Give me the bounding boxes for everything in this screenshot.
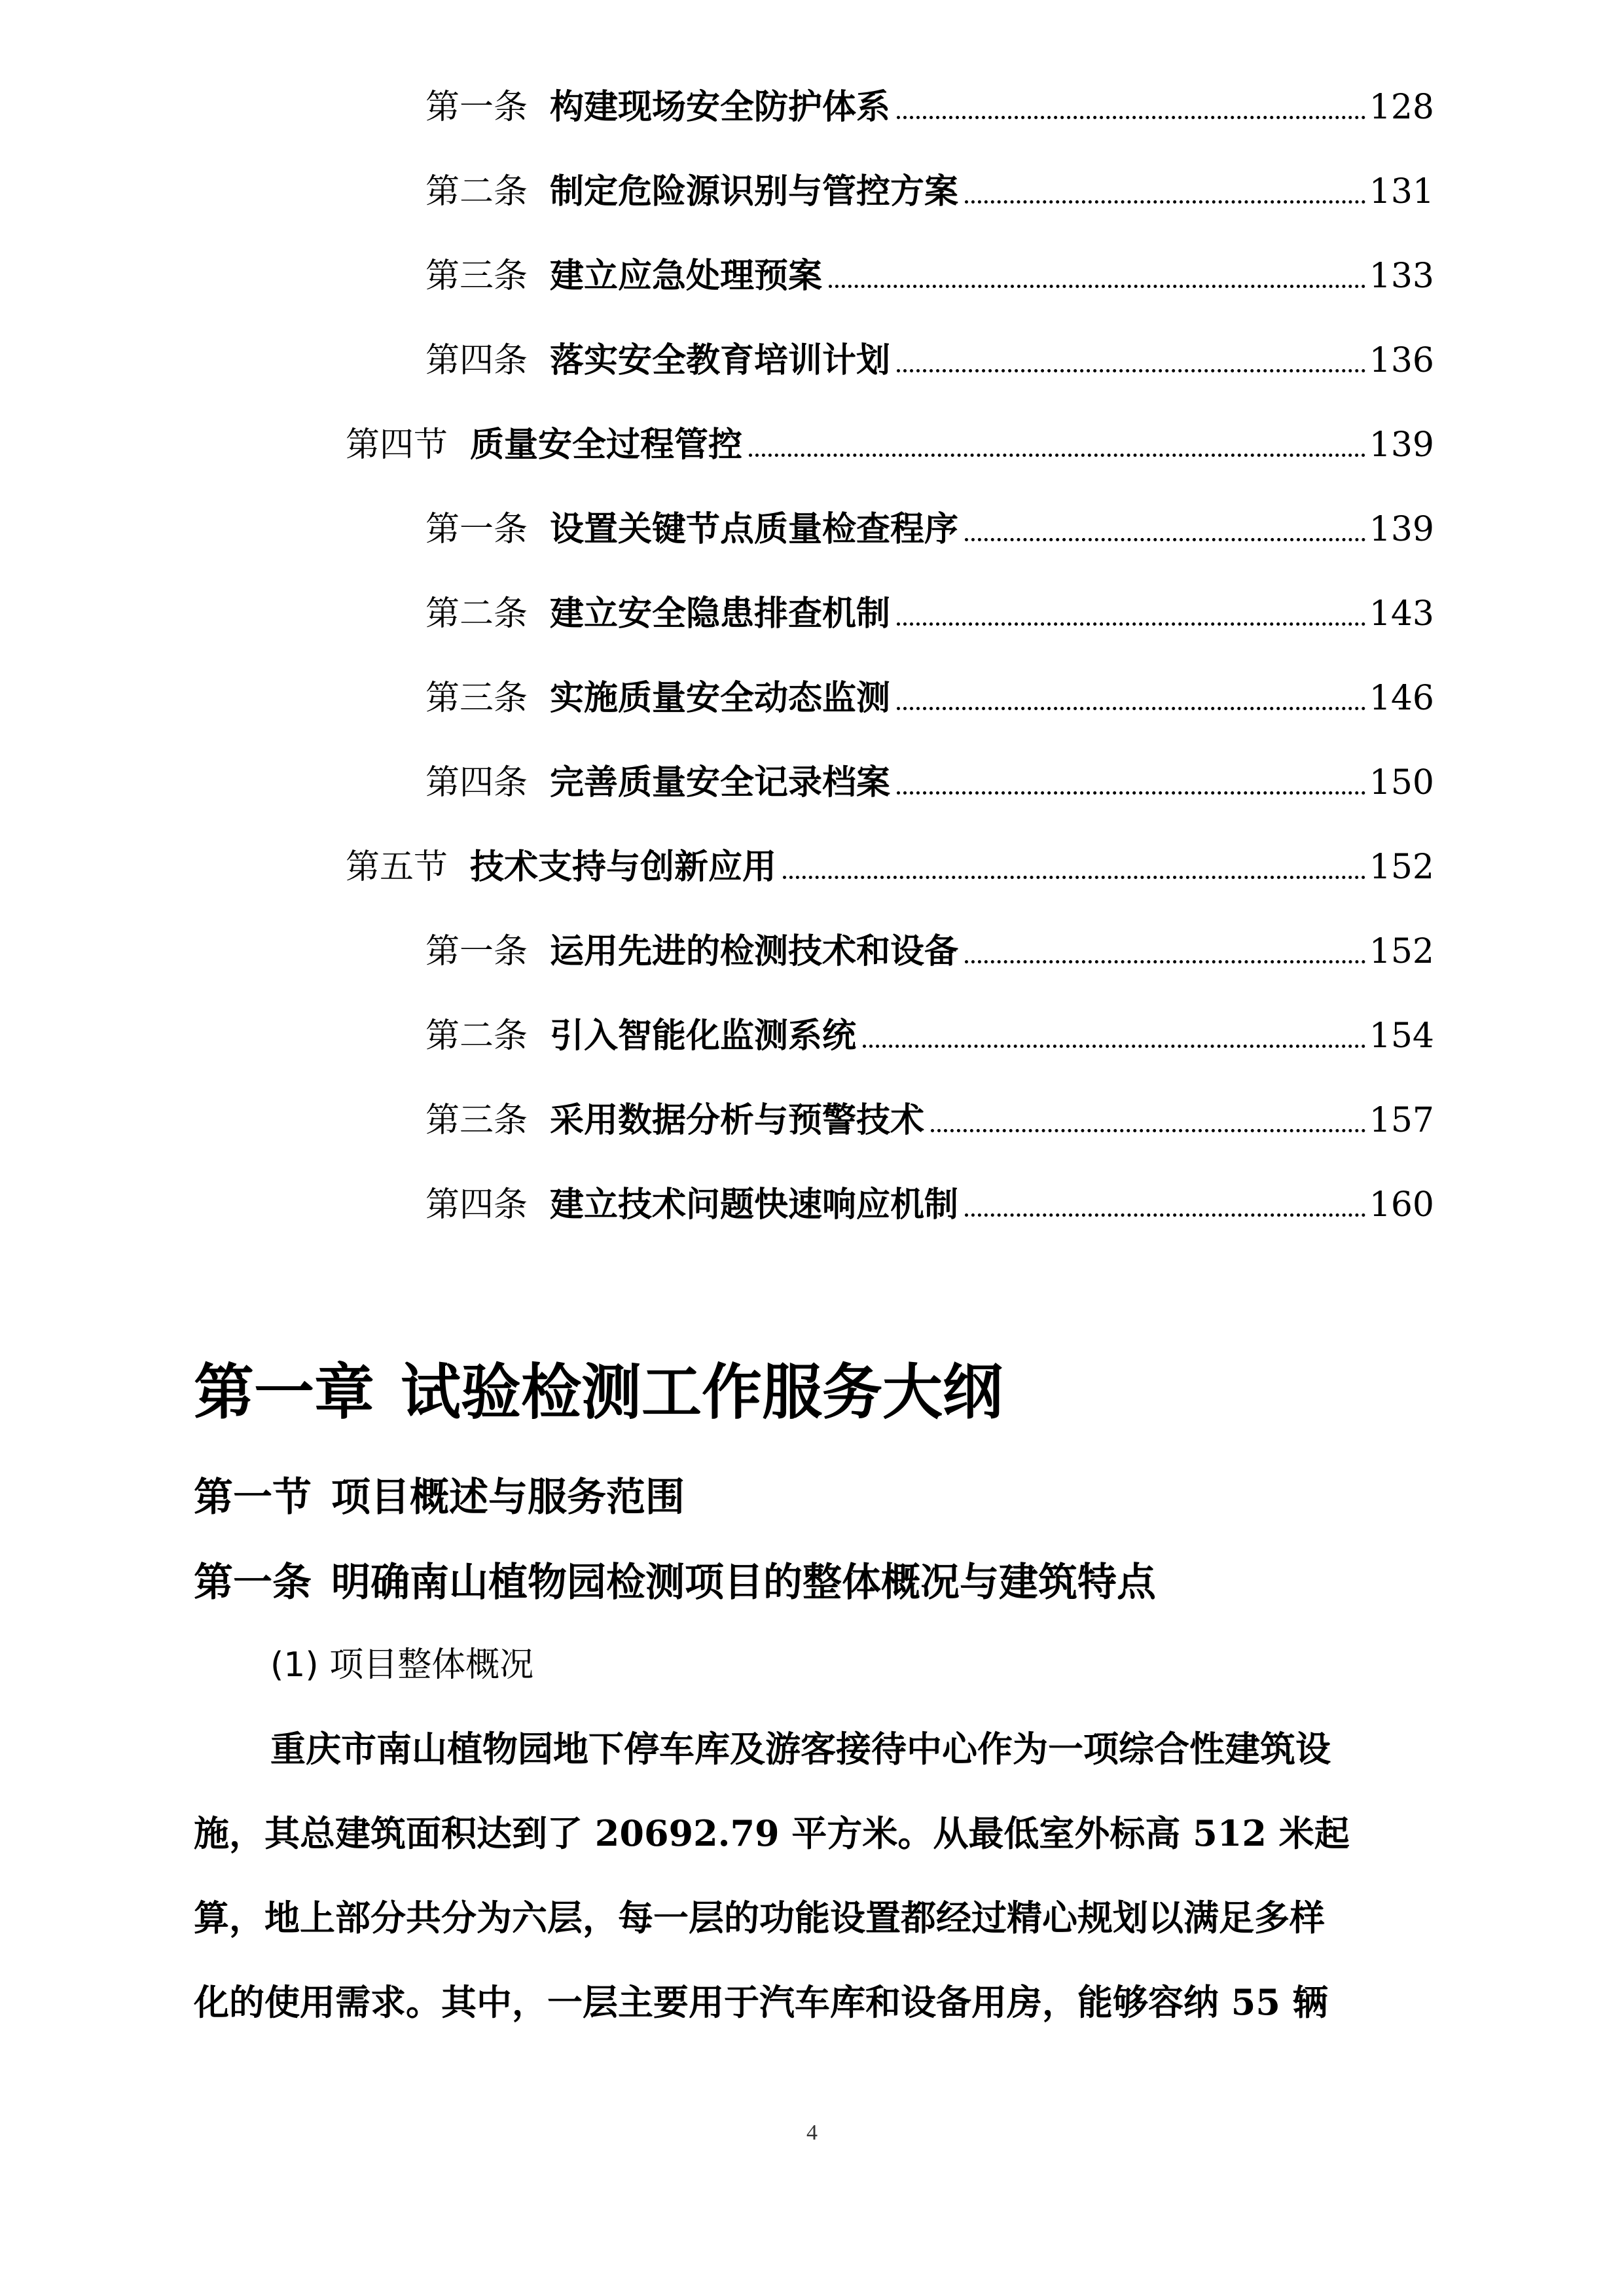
toc-entry-page: 152 <box>1369 932 1434 971</box>
toc-entry-page: 133 <box>1369 257 1434 296</box>
toc-dot-leader <box>965 200 1365 204</box>
toc-entry-title: 实施质量安全动态监测 <box>550 678 891 718</box>
toc-entry-page: 157 <box>1369 1101 1434 1140</box>
toc-entry-page: 131 <box>1369 172 1434 211</box>
toc-entry[interactable] <box>425 253 1434 300</box>
toc-entry-title: 采用数据分析与预警技术 <box>550 1100 925 1140</box>
toc-entry-title: 建立安全隐患排查机制 <box>550 594 891 634</box>
toc-entry-page: 143 <box>1369 594 1434 634</box>
toc-dot-leader <box>749 454 1365 457</box>
toc-entry-page: 152 <box>1369 848 1434 887</box>
toc-entry-page: 139 <box>1369 425 1434 465</box>
toc-entry-number: 第四条 <box>425 341 528 380</box>
toc-entry[interactable] <box>425 84 1434 131</box>
toc-entry-page: 139 <box>1369 510 1434 549</box>
toc-entry-title: 制定危险源识别与管控方案 <box>550 171 959 211</box>
toc-entry[interactable] <box>425 1181 1434 1229</box>
subheading: (1) 项目整体概况 <box>270 1645 534 1685</box>
toc-entry-number: 第一条 <box>425 88 528 127</box>
article-heading <box>194 1556 1156 1609</box>
toc-dot-leader <box>931 1129 1365 1132</box>
toc-entry-number: 第四节 <box>346 425 448 465</box>
toc-entry-number: 第一条 <box>425 510 528 549</box>
toc-entry[interactable] <box>425 168 1434 215</box>
toc-dot-leader <box>897 622 1365 626</box>
chapter-number: 第一章 <box>194 1357 375 1427</box>
toc-entry-page: 136 <box>1369 341 1434 380</box>
toc-entry-page: 128 <box>1369 88 1434 127</box>
section-heading <box>194 1471 685 1524</box>
toc-entry-title: 建立应急处理预案 <box>550 256 823 296</box>
chapter-heading <box>194 1356 1003 1428</box>
toc-dot-leader <box>897 116 1365 119</box>
toc-entry[interactable] <box>425 675 1434 722</box>
page-number: 4 <box>806 2121 818 2145</box>
toc-entry-title: 质量安全过程管控 <box>470 425 743 465</box>
toc-entry[interactable] <box>425 759 1434 806</box>
toc-entry-number: 第一条 <box>425 932 528 971</box>
toc-entry-number: 第二条 <box>425 594 528 634</box>
paragraph-line: 重庆市南山植物园地下停车库及游客接待中心作为一项综合性建筑设 <box>270 1728 1331 1770</box>
toc-entry[interactable] <box>425 1097 1434 1144</box>
toc-dot-leader <box>965 960 1365 963</box>
paragraph-line: 施，其总建筑面积达到了 20692.79 平方米。从最低室外标高 512 米起 <box>194 1812 1350 1854</box>
toc-entry-page: 154 <box>1369 1016 1434 1056</box>
toc-entry-number: 第三条 <box>425 1101 528 1140</box>
toc-dot-leader <box>897 369 1365 372</box>
toc-entry-title: 运用先进的检测技术和设备 <box>550 931 959 971</box>
toc-entry-section[interactable] <box>346 422 1434 469</box>
toc-entry-section[interactable] <box>346 844 1434 891</box>
toc-entry-title: 落实安全教育培训计划 <box>550 340 891 380</box>
toc-entry-page: 160 <box>1369 1185 1434 1225</box>
toc-entry[interactable] <box>425 928 1434 975</box>
article-title: 明确南山植物园检测项目的整体概况与建筑特点 <box>331 1560 1156 1605</box>
section-title: 项目概述与服务范围 <box>331 1475 685 1520</box>
toc-dot-leader <box>863 1045 1365 1048</box>
toc-entry-page: 146 <box>1369 679 1434 718</box>
toc-entry-page: 150 <box>1369 763 1434 802</box>
toc-entry-title: 技术支持与创新应用 <box>470 847 777 887</box>
toc-entry-title: 设置关键节点质量检查程序 <box>550 509 959 549</box>
toc-entry[interactable] <box>425 337 1434 384</box>
toc-entry-number: 第四条 <box>425 1185 528 1225</box>
toc-entry-title: 引入智能化监测系统 <box>550 1016 857 1056</box>
section-number: 第一节 <box>194 1475 312 1520</box>
article-number: 第一条 <box>194 1560 312 1605</box>
toc-entry-number: 第三条 <box>425 257 528 296</box>
toc-dot-leader <box>965 1213 1365 1217</box>
toc-entry-title: 完善质量安全记录档案 <box>550 762 891 802</box>
toc-dot-leader <box>783 876 1365 879</box>
toc-entry-number: 第二条 <box>425 172 528 211</box>
toc-entry-title: 建立技术问题快速响应机制 <box>550 1185 959 1225</box>
toc-entry[interactable] <box>425 1013 1434 1060</box>
toc-entry-number: 第四条 <box>425 763 528 802</box>
toc-entry-title: 构建现场安全防护体系 <box>550 87 891 127</box>
chapter-title: 试验检测工作服务大纲 <box>401 1357 1003 1427</box>
paragraph-line: 化的使用需求。其中，一层主要用于汽车库和设备用房，能够容纳 55 辆 <box>194 1981 1328 2023</box>
toc-entry[interactable] <box>425 506 1434 553</box>
toc-dot-leader <box>897 791 1365 795</box>
paragraph-line: 算，地上部分共分为六层，每一层的功能设置都经过精心规划以满足多样 <box>194 1897 1325 1939</box>
toc-dot-leader <box>897 707 1365 710</box>
toc-entry-number: 第二条 <box>425 1016 528 1056</box>
toc-dot-leader <box>965 538 1365 541</box>
toc-entry-number: 第三条 <box>425 679 528 718</box>
toc-entry-number: 第五节 <box>346 848 448 887</box>
toc-dot-leader <box>829 285 1365 288</box>
toc-entry[interactable] <box>425 590 1434 637</box>
